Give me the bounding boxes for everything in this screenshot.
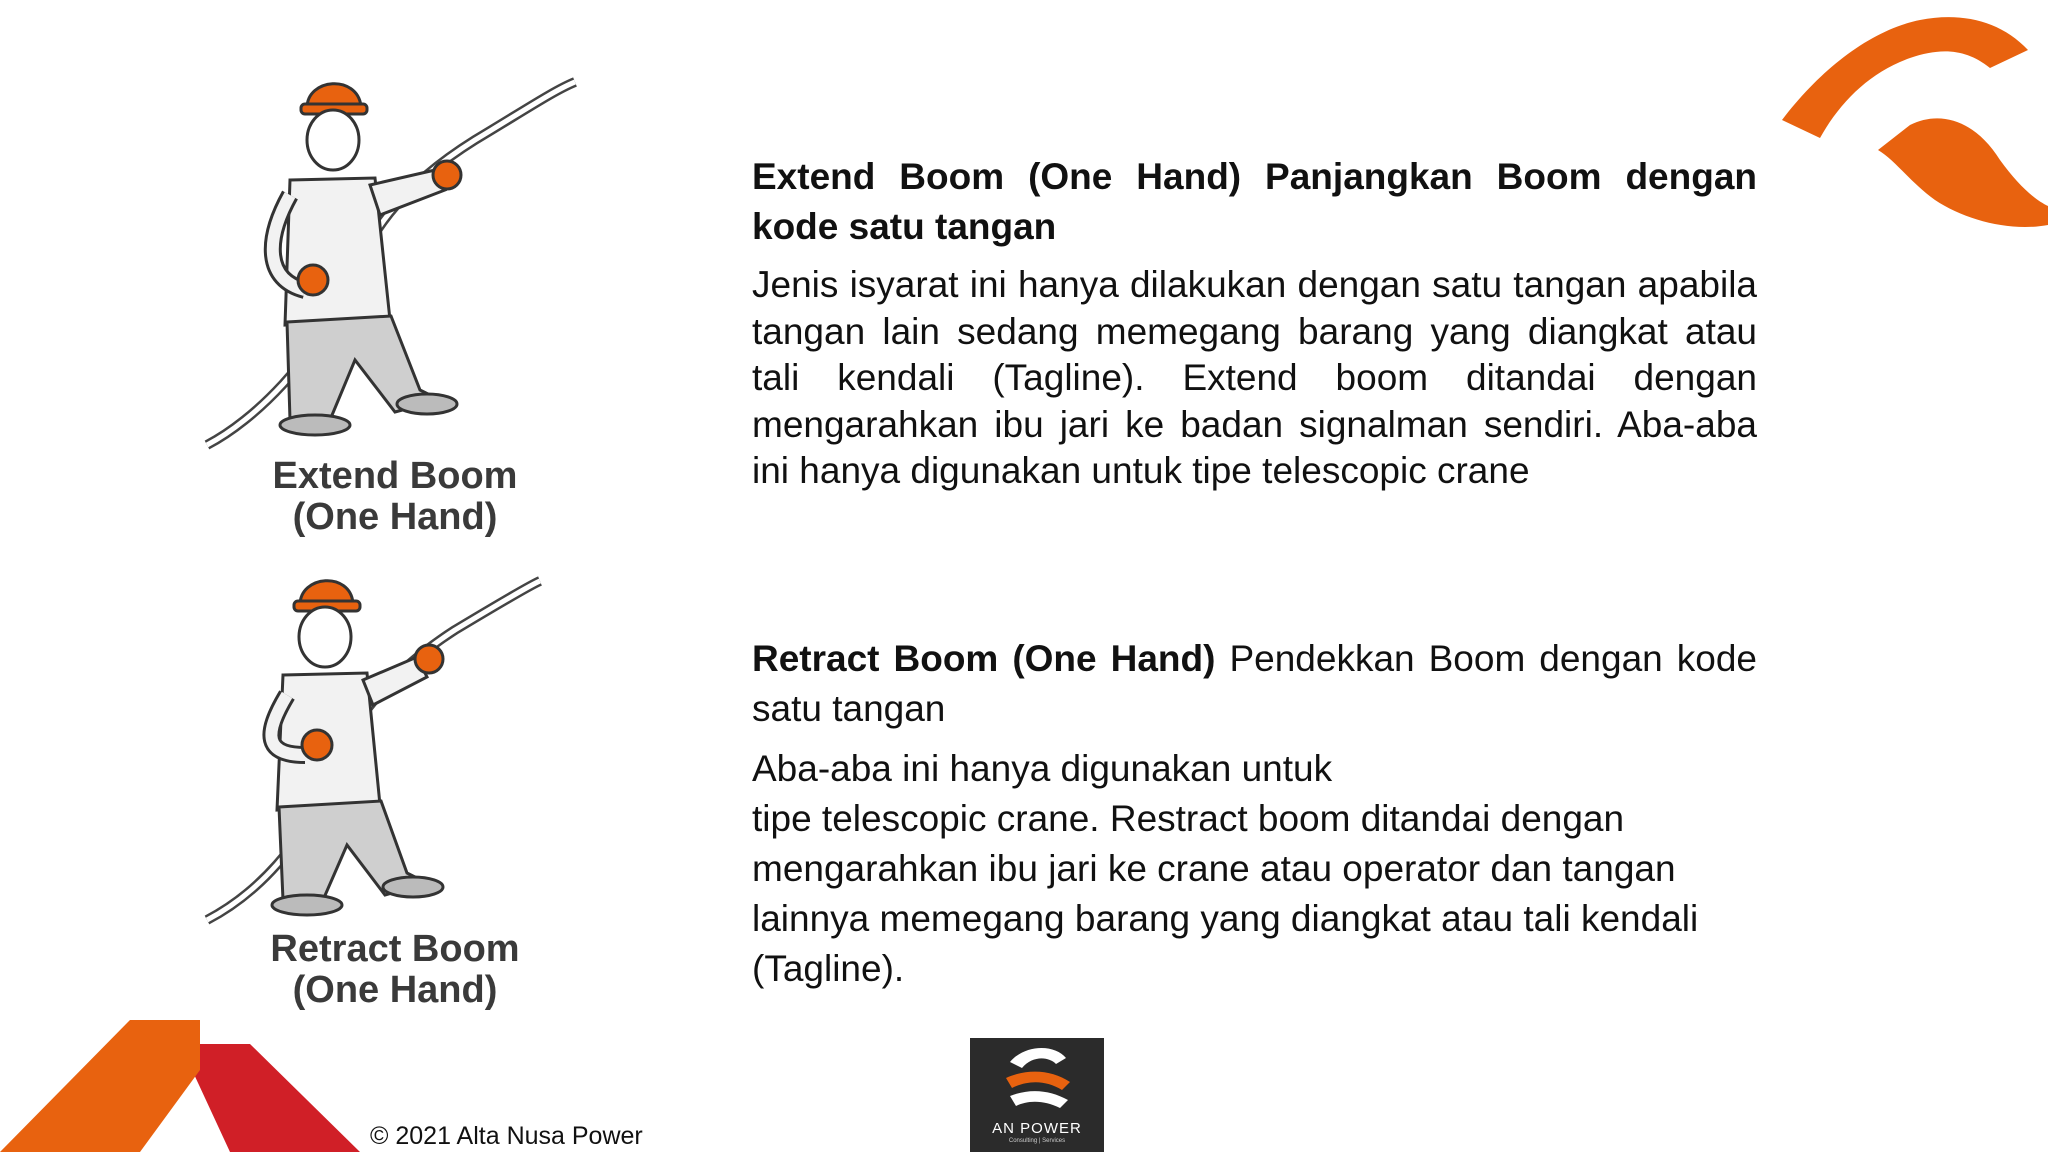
- an-power-logo: [970, 1038, 1104, 1152]
- retract-boom-section: [752, 634, 1757, 994]
- extend-boom-figure: [195, 60, 595, 550]
- caption-line: Retract Boom: [270, 928, 520, 970]
- description-line: mengarahkan ibu jari ke crane atau operator dan tangan: [752, 848, 1676, 889]
- caption-line: Extend Boom: [272, 455, 518, 497]
- brand-swoosh-icon: [1760, 10, 2048, 230]
- caption-line: (One Hand): [292, 496, 498, 538]
- description-line: Aba-aba ini hanya digunakan untuk: [752, 748, 1333, 789]
- extend-boom-heading: Extend Boom (One Hand) Panjangkan Boom dengan kode satu tangan: [752, 156, 1757, 247]
- retract-boom-figure: [195, 555, 595, 1025]
- extend-boom-caption: [195, 456, 595, 538]
- description-line: tipe telescopic crane. Restract boom ditandai dengan: [752, 798, 1625, 839]
- description-line: (Tagline).: [752, 948, 905, 989]
- logo-subtext: Consulting | Services: [1008, 1138, 1066, 1144]
- extend-boom-section: [752, 152, 1757, 495]
- retract-boom-heading-bold: Retract Boom (One Hand): [752, 638, 1216, 679]
- retract-boom-heading-rest: Pendekkan Boom dengan kode satu tangan: [752, 638, 1757, 729]
- extend-boom-description: Jenis isyarat ini hanya dilakukan dengan satu tangan apabila tangan lain sedang memegang barang yang diangkat atau tali kendali (Tagline). Extend boom ditandai dengan mengarahkan ibu jari ke badan signalman sendiri. Aba-aba ini hanya digunakan untuk tipe telescopic crane: [752, 264, 1757, 491]
- retract-boom-caption: [195, 929, 595, 1011]
- retract-boom-description: [752, 744, 1757, 994]
- signalman-extend-illustration: [195, 60, 595, 460]
- caption-line: (One Hand): [292, 969, 498, 1011]
- retract-boom-heading: [752, 634, 1757, 734]
- copyright-text: © 2021 Alta Nusa Power: [370, 1122, 643, 1150]
- an-power-wave-icon: [970, 1038, 1104, 1120]
- corner-decoration: [0, 1010, 360, 1152]
- signalman-retract-illustration: [195, 555, 595, 925]
- description-line: lainnya memegang barang yang diangkat atau tali kendali: [752, 898, 1699, 939]
- logo-text: AN POWER: [992, 1120, 1082, 1137]
